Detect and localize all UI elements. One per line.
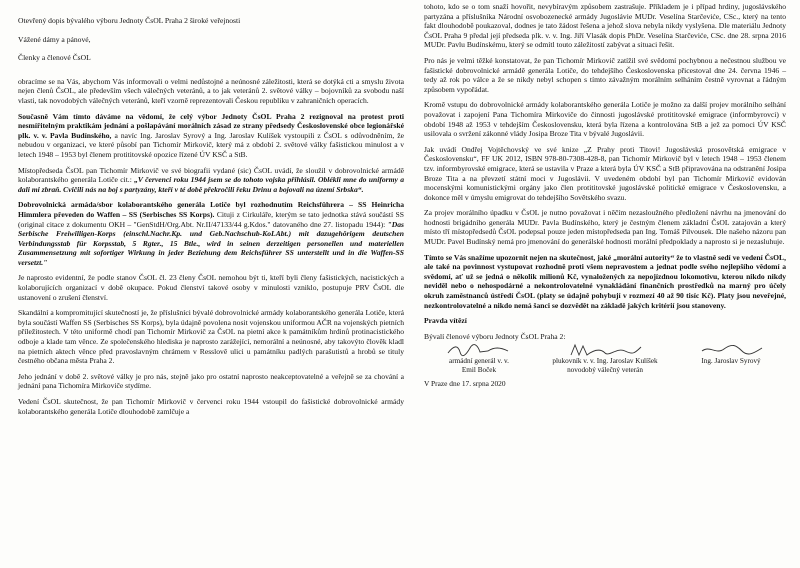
- paragraph-arrival: Pro nás je velmi těžké konstatovat, že pan Tichomír Mirkovič zatížil své svědomí pochybnou a nečestnou službou ve fašistické dobrovolnické armádě generála Lotiče, do tehdejšího Československa přicestoval dne 24. června 1946 – tedy až rok po válce a že se nikdy nebyl schopen s tímto závažným morálním selháním čestně vyrovnat a řádným způsobem vypořádat.: [424, 55, 786, 94]
- letter-title: Otevřený dopis bývalého výboru Jednoty ČsOL Praha 2 široké veřejnosti: [18, 16, 241, 25]
- biography-text: Místopředseda ČsOL pan Tichomír Mirkovič ve své biografii vydané (sic) ČsOL uvádí, že sloužil v dobrovolnické armádě kolaborantského generála Lotiče cit.:: [18, 165, 404, 185]
- paragraph-appeal: Tímto se Vás snažíme upozornit nejen na skutečnost, jaké „morální autority“ že to vlastně sedí ve vedení ČsOL, ale také na povinnost vystupovat rozhodně proti všem nepravostem a jednat podle svého nejlepšího vědomí a svědomí, ať už se jedná o několik milionů Kč, vynaložených za nepojízdnou lokomotivu, kterou nikdo nikdy neviděl nebo o nehospodárné a nekontrolovatelné vynakládání finančních prostředků na marný pro účely okruh zaměstnanců ústředí ČsOL (platy se údajně pohybují v rozmezí 40 až 90 tisíc Kč). Platy jsou neveřejné, nezkontrolovatelné a nikdo nemá šanci se dozvědět na základě jakých kritérií jsou stanoveny.: [424, 252, 786, 310]
- paragraph-conduct: Jeho jednání v době 2. světové války je pro nás, stejně jako pro ostatní naprosto neakceptovatelné a veřejně se za chování a jednání pana Tichomíra Mirkoviče stydíme.: [18, 371, 404, 391]
- paragraph-general: Za projev morálního úpadku v ČsOL je nutno považovat i něčím nezasloužného předložení návrhu na jmenování do hodnosti brigádního generála MUDr. Pavla Budínského, který je čestným členem základní ČsOL zatajován a který místo tří místopředsedů ČsOL podepsal pouze jeden místopředseda pan Ing. Tomáš Pilvousek. Dle našeho názoru pan MUDr. Pavel Budínský nemá pro jmenování do generálské hodnosti morální předpoklady a naprosto si je nezasluhuje.: [424, 208, 786, 247]
- paragraph-scandal: Skandální a kompromitující skutečností je, že příslušníci bývalé dobrovolnické armády kolaborantského generála Lotiče, která byla součástí Waffen SS (Serbisches SS Korps), byla údajně povolena nosit vojenskou uniformou AČR na vojenských pietních příležitostech. V této uniformě chodí pan Tichomír Mirkovič za ČsOL na pietní akce k památníkům hrdinů protinacistického odboje a klade tam věnce. Ze společenského hlediska je naprosto zarážející, nemorální a neúnosné, aby takovýto člověk kladl na pietních aktech věnce před pravoslavným chrámem v Resslově ulici u památníku padlých parašutistů a hrobů se tituly čestného občana města Praha 2.: [18, 308, 404, 366]
- signer-name: Emil Boček: [461, 366, 497, 374]
- waffen-ss-bold: Dobrovolnická armáda/sbor kolaborantského generála Lotiče byl rozhodnutím Reichsführera – SS Heinricha Himmlera převeden do Waffen – SS (Serbisches SS Korps).: [18, 200, 404, 219]
- handwritten-signature-icon: [565, 343, 645, 357]
- paragraph-biography: [18, 166, 404, 195]
- resignation-bold: Současně Vám tímto dáváme na vědomí, že celý výbor Jednoty ČsOL Praha 2 rezignoval na protest proti nesmířitelným praktikám jednání a pošlapávání morálních zásad ze strany předsedy Československé obce legionářské plk. v. v. Pavla Budínského,: [18, 111, 404, 140]
- signer-role: armádní generál v. v.: [449, 357, 509, 366]
- paragraph-emigration: Kromě vstupu do dobrovolnické armády kolaborantského generála Lotiče je možno za další projev morálního selhání považovat i zapojení Pana Tichomíra Mirkoviče do činnosti jugoslávské protititovské emigrace (informbyrovci) v období 1948 až 1953 v tehdejším Československu, která byla řízena a kontrolována StB a jež za pomoci ÚV KSČ usilovala o svržení zákonné vlády Josipa Broze Tita v bývalé Jugoslávii.: [424, 100, 786, 139]
- left-column: [18, 0, 404, 422]
- paragraph-book: Jak uvádí Ondřej Vojtěchovský ve své knize „Z Prahy proti Titovi! Jugoslávská prosovětská emigrace v Československu“, FF UK 2012, ISBN 978-80-7308-428-8, pan Tichomír Mirkovič byl v letech 1948 – 1953 členem tzv. informbyrovské emigrace, která se ustavila v Praze a která byla ÚV KSČ a StB připravována na odstranění Josipa Broze Tita a na převzetí státní moci v Jugoslávii. V uvedeném období byl pan Tichomír Mirkovič evidován mocenskými komunistickými orgány jako člen protititovské jugoslávské politické emigrace v Československu, a dokonce měl v úmyslu emigrovat do tehdejšího Sovětského svazu.: [424, 144, 786, 202]
- signer-name: Ing. Jaroslav Syrový: [701, 357, 761, 366]
- german-quote: "Das Serbische Freiwilligen-Korps (einschl.Nachr.Kp. und Geb.Nachschub-KoLAbt.) mit dazugehörigem deutschen Verbindungsstab für Korpsstab, 5 Rgter., 15 Btle., wird in seinen derzeitigen personellen und materiellen Zusammensetzung mit sofortiger Wirkung in jeder Beziehung dem Reichsführer SS unterstellt und in die Waffen-SS versetzt.": [18, 219, 404, 267]
- closing-motto: Pravda vítězí: [424, 316, 467, 326]
- signatures: [424, 343, 786, 374]
- right-column: [424, 0, 786, 388]
- greeting-ladies-gentlemen: Vážené dámy a pánové,: [18, 34, 91, 44]
- signature-kulisek: [540, 343, 670, 374]
- waffen-ss-text: Cituji z Cirkuláře, kterým se tato jednotka stává součástí SS (original citace z dokumentu OKH – "GenStdH/Org.Abt. Nr.II/47133/44 g.Kdos." datovaného dne 27. listopadu 1944):: [18, 209, 404, 229]
- signature-bocek: [424, 343, 534, 374]
- signature-syrovy: [676, 343, 786, 374]
- biography-quote: „V červenci roku 1944 jsem se do tohoto vojska přihlásil. Oblékli mne do uniformy a dali mi zbraň. Cvičili nás na boj s partyzány, kteří v té době překročili řeku Drinu a bojovali na území Srbska“.: [18, 175, 404, 194]
- handwritten-signature-icon: [696, 343, 766, 357]
- handwritten-signature-icon: [444, 343, 514, 357]
- resignation-rest: a navíc Ing. Jaroslav Syrový a Ing. Jaroslav Kulíšek vystoupili z ČsOL s odůvodněním, že nebudou v organizaci, ve které působí pan Tichomír Mirkovič, který má z období 2. světové války fašistickou minulost a v letech 1948 – 1953 byl členem protititovské opozice řízené ÚV KSČ a StB.: [18, 130, 404, 159]
- paragraph-starcevic: tohoto, kdo se o tom snaží hovořit, nevybíravým způsobem zastrašuje. Příkladem je i případ hrdiny, jugoslávského partyzána a příslušníka Národní osvobozenecké armády Jugoslávie MUDr. Veselína Starčeviće, CSc., který na tento fakt dlouhodobě poukazoval, dodnes je tato žádost řešena a jehož slova nebyla nikdy vyslyšena. Dle materiálu Jednoty ČsOL Praha 9 předal její předseda plk. v. v. Ing. Jiří Vlasák dopis PhDr. Veselína Starčeviće, CSc. dne 28. srpna 2016 MUDr. Pavlu Budínskému, který se odmítl touto záležitostí zabývat a situaci řešit.: [424, 2, 786, 50]
- paragraph-waffen-ss: [18, 200, 404, 267]
- signer-note: novodobý válečný veterán: [567, 366, 643, 374]
- paragraph-resignation: [18, 112, 404, 160]
- signer-role: plukovník v. v. Ing. Jaroslav Kulíšek: [552, 357, 658, 366]
- former-members-label: Bývalí členové výboru Jednoty ČsOL Praha 2:: [424, 331, 566, 341]
- letter-date: V Praze dne 17. srpna 2020: [424, 378, 506, 388]
- paragraph-intro: obracíme se na Vás, abychom Vás informovali o velmi nedůstojné a neúnosné záležitosti, která se dotýká cti a smyslu života nejen členů ČsOL, ale především všech válečných veteránů, a to jak veteránů 2. světové války – bojovníků za svobodu naší vlasti, tak novodobých válečných veteránů, kteří vzorně reprezentovali Českou republiku v zahraničních operacích.: [18, 76, 404, 105]
- greeting-members: Členky a členové ČsOL: [18, 53, 91, 63]
- paragraph-statutes: Je naprosto evidentní, že podle stanov ČsOL čl. 23 členy ČsOL nemohou být ti, kteří byli členy fašistických, nacistických a kolaborujících organizací v době okupace. Pokud členství takové osoby v minulosti vzniklo, postupuje PRV ČsOL dle ustanovení o zrušení členství.: [18, 273, 404, 302]
- paragraph-concealment: Vedení ČsOL skutečnost, že pan Tichomír Mirkovič v červenci roku 1944 vstoupil do fašistické dobrovolnické armády kolaborantského generála Lotiče dlouhodobě zamlčuje a: [18, 397, 404, 416]
